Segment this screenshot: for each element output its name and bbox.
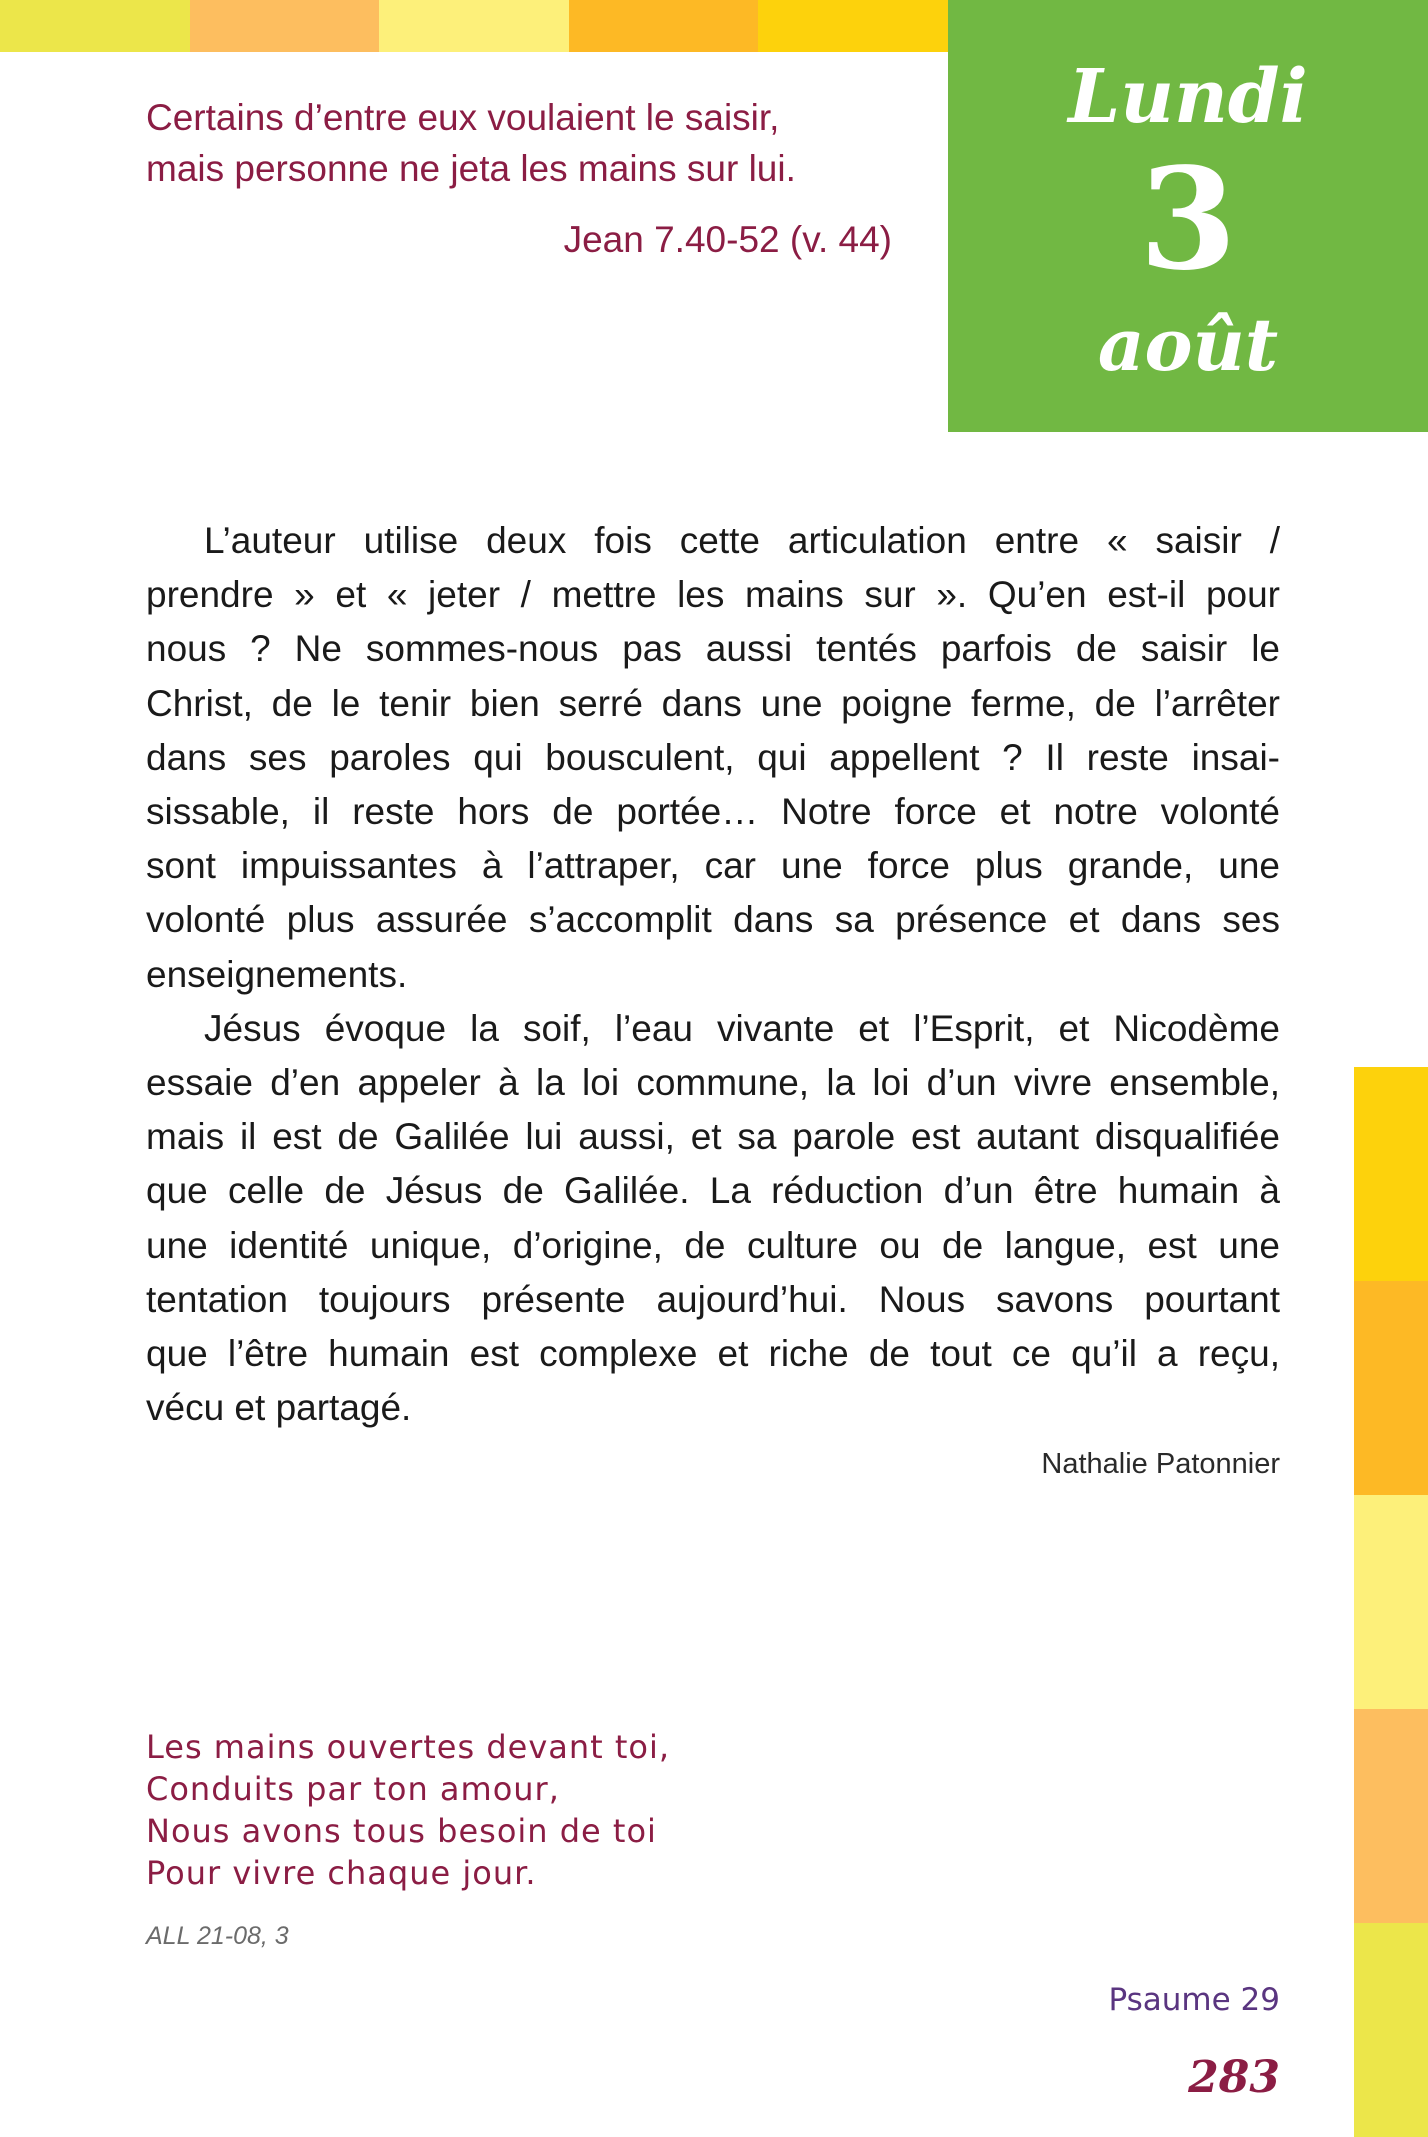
body-line: vécu et partagé. — [146, 1387, 412, 1429]
hymn-line: Pour vivre chaque jour. — [146, 1854, 537, 1892]
verse-line: Certains d’entre eux voulaient le saisir, — [146, 97, 780, 138]
date-box — [948, 0, 1428, 432]
body-line: essaie d’en appeler à la loi commune, la loi d’un vivre ensemble, — [146, 1062, 1280, 1104]
date-day-number: 3 — [1139, 138, 1237, 302]
body-line: mais il est de Galilée lui aussi, et sa parole est autant disqualifiée — [146, 1116, 1280, 1158]
top-strip-segment — [758, 0, 948, 52]
date-month: août — [1097, 302, 1279, 387]
right-strip-segment — [1354, 1281, 1428, 1495]
top-color-strip — [0, 0, 948, 52]
body-line: dans ses paroles qui bousculent, qui appellent ? Il reste insai- — [146, 736, 1280, 778]
body-line: Christ, de le tenir bien serré dans une poigne ferme, de l’arrêter — [146, 682, 1280, 724]
body-line: que celle de Jésus de Galilée. La réduction d’un être humain à — [146, 1170, 1280, 1212]
hymn-line: Conduits par ton amour, — [146, 1770, 560, 1808]
top-strip-segment — [0, 0, 190, 52]
verse-reference: Jean 7.40-52 (v. 44) — [563, 219, 892, 260]
body-line: sont impuissantes à l’attraper, car une force plus grande, une — [146, 845, 1280, 887]
body-line: volonté plus assurée s’accomplit dans sa présence et dans ses — [146, 899, 1280, 941]
hymn-reference: ALL 21-08, 3 — [146, 1922, 289, 1950]
meditation-text — [146, 514, 1280, 1435]
right-strip-segment — [1354, 1067, 1428, 1281]
top-strip-segment — [190, 0, 380, 52]
body-line: prendre » et « jeter / mettre les mains sur ». Qu’en est-il pour — [146, 574, 1280, 616]
author-name: Nathalie Patonnier — [1041, 1448, 1280, 1480]
body-line: une identité unique, d’origine, de culture ou de langue, est une — [146, 1224, 1280, 1266]
verse-line: mais personne ne jeta les mains sur lui. — [146, 148, 796, 189]
body-line: L’auteur utilise deux fois cette articulation entre « saisir / — [204, 520, 1280, 561]
right-strip-segment — [1354, 1923, 1428, 2137]
right-color-strip — [1354, 1067, 1428, 2137]
hymn-verse — [146, 1726, 670, 1894]
top-strip-segment — [569, 0, 759, 52]
bible-verse — [146, 92, 906, 194]
body-line: que l’être humain est complexe et riche de tout ce qu’il a reçu, — [146, 1333, 1280, 1375]
hymn-line: Les mains ouvertes devant toi, — [146, 1728, 671, 1766]
body-line: nous ? Ne sommes-nous pas aussi tentés parfois de saisir le — [146, 628, 1280, 670]
body-line: enseignements. — [146, 953, 408, 995]
page-number: 283 — [1188, 2052, 1280, 2103]
psalm-reference: Psaume 29 — [1108, 1982, 1280, 2018]
top-strip-segment — [379, 0, 569, 52]
right-strip-segment — [1354, 1495, 1428, 1709]
body-line: Jésus évoque la soif, l’eau vivante et l’Esprit, et Nicodème — [204, 1007, 1280, 1049]
hymn-line: Nous avons tous besoin de toi — [146, 1812, 657, 1850]
body-line: tentation toujours présente aujourd’hui. Nous savons pourtant — [146, 1278, 1280, 1320]
date-weekday: Lundi — [1068, 54, 1308, 140]
right-strip-segment — [1354, 1709, 1428, 1923]
body-line: sissable, il reste hors de portée… Notre force et notre volonté — [146, 791, 1280, 833]
